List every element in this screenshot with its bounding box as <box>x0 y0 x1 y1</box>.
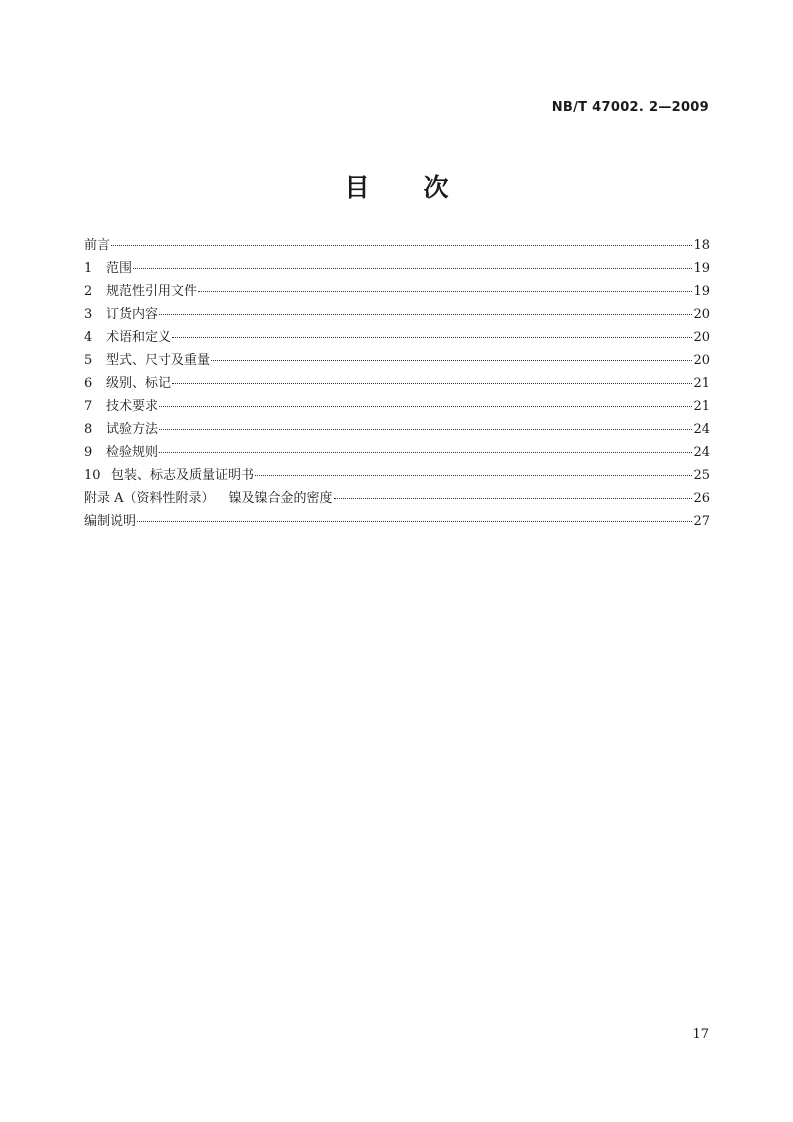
toc-number: 2 <box>84 284 93 299</box>
toc-number: 7 <box>84 399 93 414</box>
toc-label: 技术要求 <box>106 399 159 414</box>
toc-label: 试验方法 <box>106 422 159 437</box>
toc-entry-foreword[interactable] <box>84 234 710 257</box>
toc-entry-2[interactable] <box>84 280 710 303</box>
toc-label: 前言 <box>84 238 111 253</box>
leader-dots <box>111 245 692 246</box>
appendix-label: 附录 A（资料性附录） <box>84 491 215 506</box>
toc-entry-5[interactable] <box>84 349 710 372</box>
toc-entry-1[interactable] <box>84 257 710 280</box>
toc-page: 21 <box>693 376 710 391</box>
title-char-1: 目 <box>344 173 370 202</box>
toc-entry-appendix-a[interactable] <box>84 487 710 510</box>
page-title <box>0 168 793 204</box>
toc-number: 8 <box>84 422 93 437</box>
page-number: 17 <box>692 1027 709 1042</box>
leader-dots <box>159 452 692 453</box>
toc-entry-8[interactable] <box>84 418 710 441</box>
toc-page: 26 <box>693 491 710 506</box>
toc-page: 21 <box>693 399 710 414</box>
toc-page: 19 <box>693 261 710 276</box>
leader-dots <box>334 498 693 499</box>
toc-page: 20 <box>693 330 710 345</box>
toc-page: 18 <box>693 238 710 253</box>
toc-number: 3 <box>84 307 93 322</box>
toc-entry-explanation[interactable] <box>84 510 710 533</box>
toc-page: 19 <box>693 284 710 299</box>
leader-dots <box>172 383 692 384</box>
toc-label: 级别、标记 <box>106 376 172 391</box>
title-char-2: 次 <box>423 173 449 202</box>
toc-number: 4 <box>84 330 93 345</box>
toc-number: 9 <box>84 445 93 460</box>
toc-label: 包装、标志及质量证明书 <box>111 468 255 483</box>
toc-entry-6[interactable] <box>84 372 710 395</box>
leader-dots <box>159 314 692 315</box>
toc-entry-10[interactable] <box>84 464 710 487</box>
toc-entry-9[interactable] <box>84 441 710 464</box>
leader-dots <box>198 291 692 292</box>
toc-number: 1 <box>84 261 93 276</box>
toc-label: 范围 <box>106 261 133 276</box>
toc-entry-3[interactable] <box>84 303 710 326</box>
toc-label <box>84 487 333 506</box>
toc-label: 规范性引用文件 <box>106 284 198 299</box>
table-of-contents <box>84 234 710 533</box>
leader-dots <box>159 406 692 407</box>
toc-number: 10 <box>84 468 101 483</box>
leader-dots <box>255 475 692 476</box>
toc-page: 24 <box>693 422 710 437</box>
toc-page: 25 <box>693 468 710 483</box>
appendix-title: 镍及镍合金的密度 <box>228 491 333 506</box>
toc-label: 术语和定义 <box>106 330 172 345</box>
leader-dots <box>137 521 692 522</box>
toc-number: 6 <box>84 376 93 391</box>
standard-code: NB/T 47002. 2—2009 <box>551 100 709 115</box>
toc-entry-4[interactable] <box>84 326 710 349</box>
toc-label: 型式、尺寸及重量 <box>106 353 211 368</box>
toc-label: 订货内容 <box>106 307 159 322</box>
toc-page: 20 <box>693 353 710 368</box>
toc-page: 20 <box>693 307 710 322</box>
toc-number: 5 <box>84 353 93 368</box>
toc-label: 检验规则 <box>106 445 159 460</box>
leader-dots <box>172 337 692 338</box>
leader-dots <box>211 360 692 361</box>
toc-page: 24 <box>693 445 710 460</box>
toc-page: 27 <box>693 514 710 529</box>
leader-dots <box>159 429 692 430</box>
toc-label: 编制说明 <box>84 514 137 529</box>
leader-dots <box>133 268 692 269</box>
toc-entry-7[interactable] <box>84 395 710 418</box>
